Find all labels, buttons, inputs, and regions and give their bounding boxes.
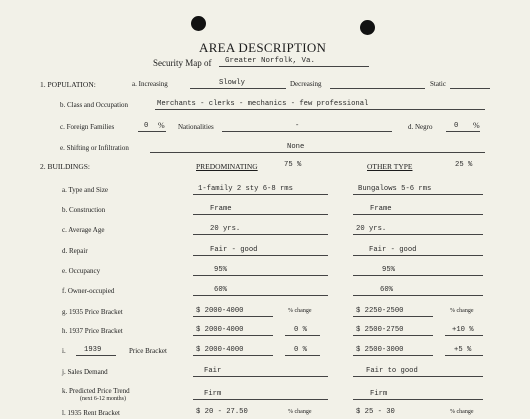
average-age-pred: 20 yrs. xyxy=(210,225,241,233)
fill-line xyxy=(353,214,483,215)
fill-line xyxy=(193,399,328,400)
increasing-value: Slowly xyxy=(219,79,245,87)
construction-pred: Frame xyxy=(210,205,232,213)
owner-occupied-other: 60% xyxy=(380,286,393,294)
fill-line xyxy=(193,295,328,296)
occupancy-other: 95% xyxy=(382,266,395,274)
punch-hole xyxy=(191,16,206,31)
fill-line xyxy=(193,275,328,276)
predominating-label: PREDOMINATING xyxy=(196,162,258,171)
rent-1935-other-change: % change xyxy=(450,409,474,415)
rent-1935-pred: $ 20 - 27.50 xyxy=(196,408,248,416)
fill-line xyxy=(155,109,485,110)
nationalities-value: - xyxy=(295,122,300,130)
foreign-families-pct: % xyxy=(158,121,165,130)
fill-line xyxy=(193,255,328,256)
price-1939-year: 1939 xyxy=(84,346,102,354)
type-size-other: Bungalows 5-6 rms xyxy=(358,185,432,193)
class-occupation-value: Merchants - clerks - mechanics - few professional xyxy=(157,100,369,108)
fill-line xyxy=(193,376,328,377)
fill-line xyxy=(445,355,483,356)
predominating-pct: 75 % xyxy=(284,161,302,169)
increasing-label: a. Increasing xyxy=(132,80,168,88)
class-occupation-label: b. Class and Occupation xyxy=(60,101,129,109)
price-1939-other-change: +5 % xyxy=(454,346,472,354)
fill-line xyxy=(445,335,483,336)
sales-demand-other: Fair to good xyxy=(366,367,418,375)
repair-pred: Fair - good xyxy=(210,246,258,254)
fill-line xyxy=(219,66,369,67)
fill-line xyxy=(353,295,483,296)
population-heading: 1. POPULATION: xyxy=(40,80,96,89)
owner-occupied-label: f. Owner-occupied xyxy=(62,287,115,295)
negro-label: d. Negro xyxy=(408,123,433,131)
fill-line xyxy=(193,355,273,356)
other-type-pct: 25 % xyxy=(455,161,473,169)
price-1937-other: $ 2500-2750 xyxy=(356,326,404,334)
sales-demand-pred: Fair xyxy=(204,367,222,375)
price-1937-label: h. 1937 Price Bracket xyxy=(62,327,123,335)
fill-line xyxy=(285,355,320,356)
fill-line xyxy=(353,275,483,276)
fill-line xyxy=(353,316,433,317)
price-1939-suffix: Price Bracket xyxy=(129,347,167,355)
price-1935-other: $ 2250-2500 xyxy=(356,307,404,315)
rent-1935-label: l. 1935 Rent Bracket xyxy=(62,409,120,417)
fill-line xyxy=(446,131,480,132)
other-type-label: OTHER TYPE xyxy=(367,162,413,171)
occupancy-pred: 95% xyxy=(214,266,227,274)
price-1935-pred-change: % change xyxy=(288,308,312,314)
price-1937-other-change: +10 % xyxy=(452,326,474,334)
fill-line xyxy=(285,335,320,336)
type-size-label: a. Type and Size xyxy=(62,186,109,194)
fill-line xyxy=(353,355,433,356)
price-1935-other-change: % change xyxy=(450,308,474,314)
fill-line xyxy=(193,335,273,336)
fill-line xyxy=(76,355,116,356)
fill-line xyxy=(353,234,483,235)
decreasing-label: Decreasing xyxy=(290,80,322,88)
fill-line xyxy=(193,214,328,215)
fill-line xyxy=(193,194,328,195)
average-age-other: 20 yrs. xyxy=(356,225,387,233)
type-size-pred: 1-family 2 sty 6-8 rms xyxy=(198,185,293,193)
sales-demand-label: j. Sales Demand xyxy=(62,368,108,376)
subtitle-label: Security Map of xyxy=(153,58,212,68)
buildings-heading: 2. BUILDINGS: xyxy=(40,162,90,171)
negro-value: 0 xyxy=(454,122,459,130)
occupancy-label: e. Occupancy xyxy=(62,267,101,275)
nationalities-label: Nationalities xyxy=(178,123,214,131)
fill-line xyxy=(222,131,392,132)
price-1935-label: g. 1935 Price Bracket xyxy=(62,308,123,316)
predicted-trend-other: Firm xyxy=(370,390,388,398)
rent-1935-other: $ 25 - 30 xyxy=(356,408,395,416)
fill-line xyxy=(353,335,433,336)
fill-line xyxy=(353,399,483,400)
price-1939-pred-change: 0 % xyxy=(294,346,307,354)
price-1935-pred: $ 2000-4000 xyxy=(196,307,244,315)
price-1937-pred: $ 2000-4000 xyxy=(196,326,244,334)
fill-line xyxy=(193,316,273,317)
shifting-value: None xyxy=(287,143,305,151)
fill-line xyxy=(330,88,425,89)
form-title: AREA DESCRIPTION xyxy=(199,40,327,55)
fill-line xyxy=(353,194,483,195)
fill-line xyxy=(450,88,490,89)
foreign-families-value: 0 xyxy=(144,122,149,130)
construction-label: b. Construction xyxy=(62,206,106,214)
price-1939-other: $ 2500-3000 xyxy=(356,346,404,354)
fill-line xyxy=(353,376,483,377)
subtitle-value: Greater Norfolk, Va. xyxy=(225,57,316,65)
fill-line xyxy=(190,88,286,89)
negro-pct: % xyxy=(473,121,480,130)
owner-occupied-pred: 60% xyxy=(214,286,227,294)
predicted-trend-label: k. Predicted Price Trend xyxy=(62,387,130,395)
price-1939-pred: $ 2000-4000 xyxy=(196,346,244,354)
fill-line xyxy=(193,234,328,235)
repair-label: d. Repair xyxy=(62,247,88,255)
shifting-label: e. Shifting or Infiltration xyxy=(60,144,129,152)
rent-1935-pred-change: % change xyxy=(288,409,312,415)
price-1937-pred-change: 0 % xyxy=(294,326,307,334)
punch-hole xyxy=(360,20,375,35)
static-label: Static xyxy=(430,80,446,88)
fill-line xyxy=(353,255,483,256)
fill-line xyxy=(150,152,485,153)
predicted-trend-sub: (next 6-12 months) xyxy=(80,396,126,402)
foreign-families-label: c. Foreign Families xyxy=(60,123,115,131)
repair-other: Fair - good xyxy=(369,246,417,254)
fill-line xyxy=(138,131,166,132)
predicted-trend-pred: Firm xyxy=(204,390,222,398)
average-age-label: c. Average Age xyxy=(62,226,105,234)
price-1939-prefix: i. xyxy=(62,347,66,355)
construction-other: Frame xyxy=(370,205,392,213)
